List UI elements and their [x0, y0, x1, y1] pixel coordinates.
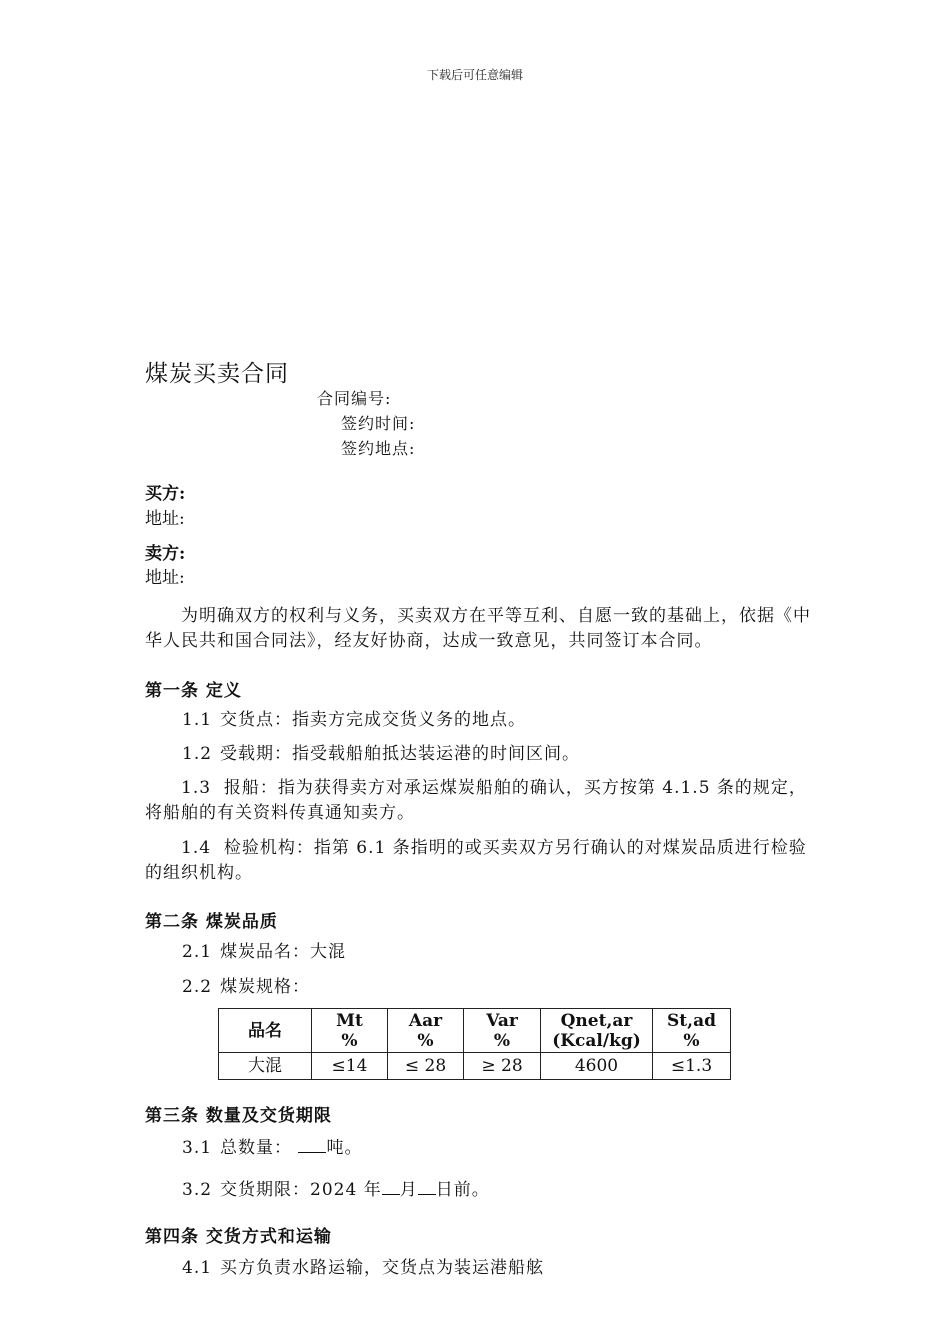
contract-number-label: 合同编号:: [317, 389, 392, 408]
clause-number: 2.1: [182, 942, 213, 962]
clause-1-2: [145, 742, 820, 767]
clause-text: 受载期：指受载船舶抵达装运港的时间区间。: [220, 744, 581, 764]
clause-text: 报船：指为获得卖方对承运煤炭船舶的确认，买方按第 4.1.5 条的规定，将船舶的有关资料传真通知卖方。: [145, 778, 807, 823]
clause-3-1: [145, 1136, 820, 1161]
clause-2-1: [145, 940, 820, 965]
table-cell: ≥ 28: [464, 1053, 541, 1080]
article-1-heading: 第一条 定义: [145, 681, 242, 701]
table-header-cell: 品名: [219, 1009, 312, 1053]
month-blank: [382, 1178, 400, 1195]
clause-text: 检验机构：指第 6.1 条指明的或买卖双方另行确认的对煤炭品质进行检验的组织机构。: [145, 838, 807, 883]
table-cell: ≤ 28: [388, 1053, 464, 1080]
day-blank: [418, 1178, 436, 1195]
coal-spec-table: [218, 1008, 731, 1080]
table-header-cell: Mt %: [312, 1009, 388, 1053]
preamble-paragraph: 为明确双方的权利与义务，买卖双方在平等互利、自愿一致的基础上，依据《中华人民共和国合同法》，经友好协商，达成一致意见，共同签订本合同。: [145, 606, 811, 651]
buyer-label: 买方:: [145, 484, 186, 504]
clause-text: 买方负责水路运输，交货点为装运港船舷: [220, 1258, 545, 1278]
document-title: 煤炭买卖合同: [145, 361, 289, 387]
seller-label: 卖方:: [145, 544, 186, 564]
clause-text: 吨。: [326, 1138, 363, 1158]
clause-text: 月: [399, 1180, 418, 1200]
table-cell: 大混: [219, 1053, 312, 1080]
clause-4-1: [145, 1256, 820, 1281]
table-header-cell: Var %: [464, 1009, 541, 1053]
clause-text: 交货点：指卖方完成交货义务的地点。: [220, 710, 527, 730]
header-note: 下载后可任意编辑: [426, 68, 523, 82]
sign-place-label: 签约地点:: [341, 439, 416, 458]
clause-1-4: [145, 836, 820, 886]
clause-number: 3.1: [182, 1138, 213, 1158]
table-cell: ≤14: [312, 1053, 388, 1080]
article-3-heading: 第三条 数量及交货期限: [145, 1106, 332, 1126]
clause-2-2: [145, 975, 820, 1000]
clause-text: 煤炭品名：大混: [220, 942, 347, 962]
clause-text: 日前。: [435, 1180, 490, 1200]
clause-number: 1.1: [182, 710, 213, 730]
clause-text: 总数量：: [220, 1138, 293, 1158]
buyer-address: 地址:: [145, 509, 185, 529]
clause-number: 1.4: [181, 838, 212, 858]
clause-1-1: [145, 708, 820, 733]
clause-text: 煤炭规格：: [220, 977, 311, 997]
clause-number: 1.3: [181, 778, 212, 798]
article-4-heading: 第四条 交货方式和运输: [145, 1227, 332, 1247]
clause-number: 2.2: [182, 977, 213, 997]
table-header-cell: Aar %: [388, 1009, 464, 1053]
table-cell: ≤1.3: [653, 1053, 731, 1080]
table-header-cell: Qnet,ar (Kcal/kg): [541, 1009, 653, 1053]
quantity-blank: [298, 1136, 326, 1153]
article-2-heading: 第二条 煤炭品质: [145, 912, 278, 932]
clause-text: 交货期限：2024 年: [220, 1180, 382, 1200]
table-row: [219, 1053, 731, 1080]
table-cell: 4600: [541, 1053, 653, 1080]
clause-1-3: [145, 776, 820, 826]
table-header-row: [219, 1009, 731, 1053]
table-header-cell: St,ad %: [653, 1009, 731, 1053]
clause-number: 1.2: [182, 744, 213, 764]
seller-address: 地址:: [145, 568, 185, 588]
clause-number: 3.2: [182, 1180, 213, 1200]
clause-number: 4.1: [182, 1258, 213, 1278]
sign-time-label: 签约时间:: [341, 414, 416, 433]
clause-3-2: [145, 1178, 820, 1203]
